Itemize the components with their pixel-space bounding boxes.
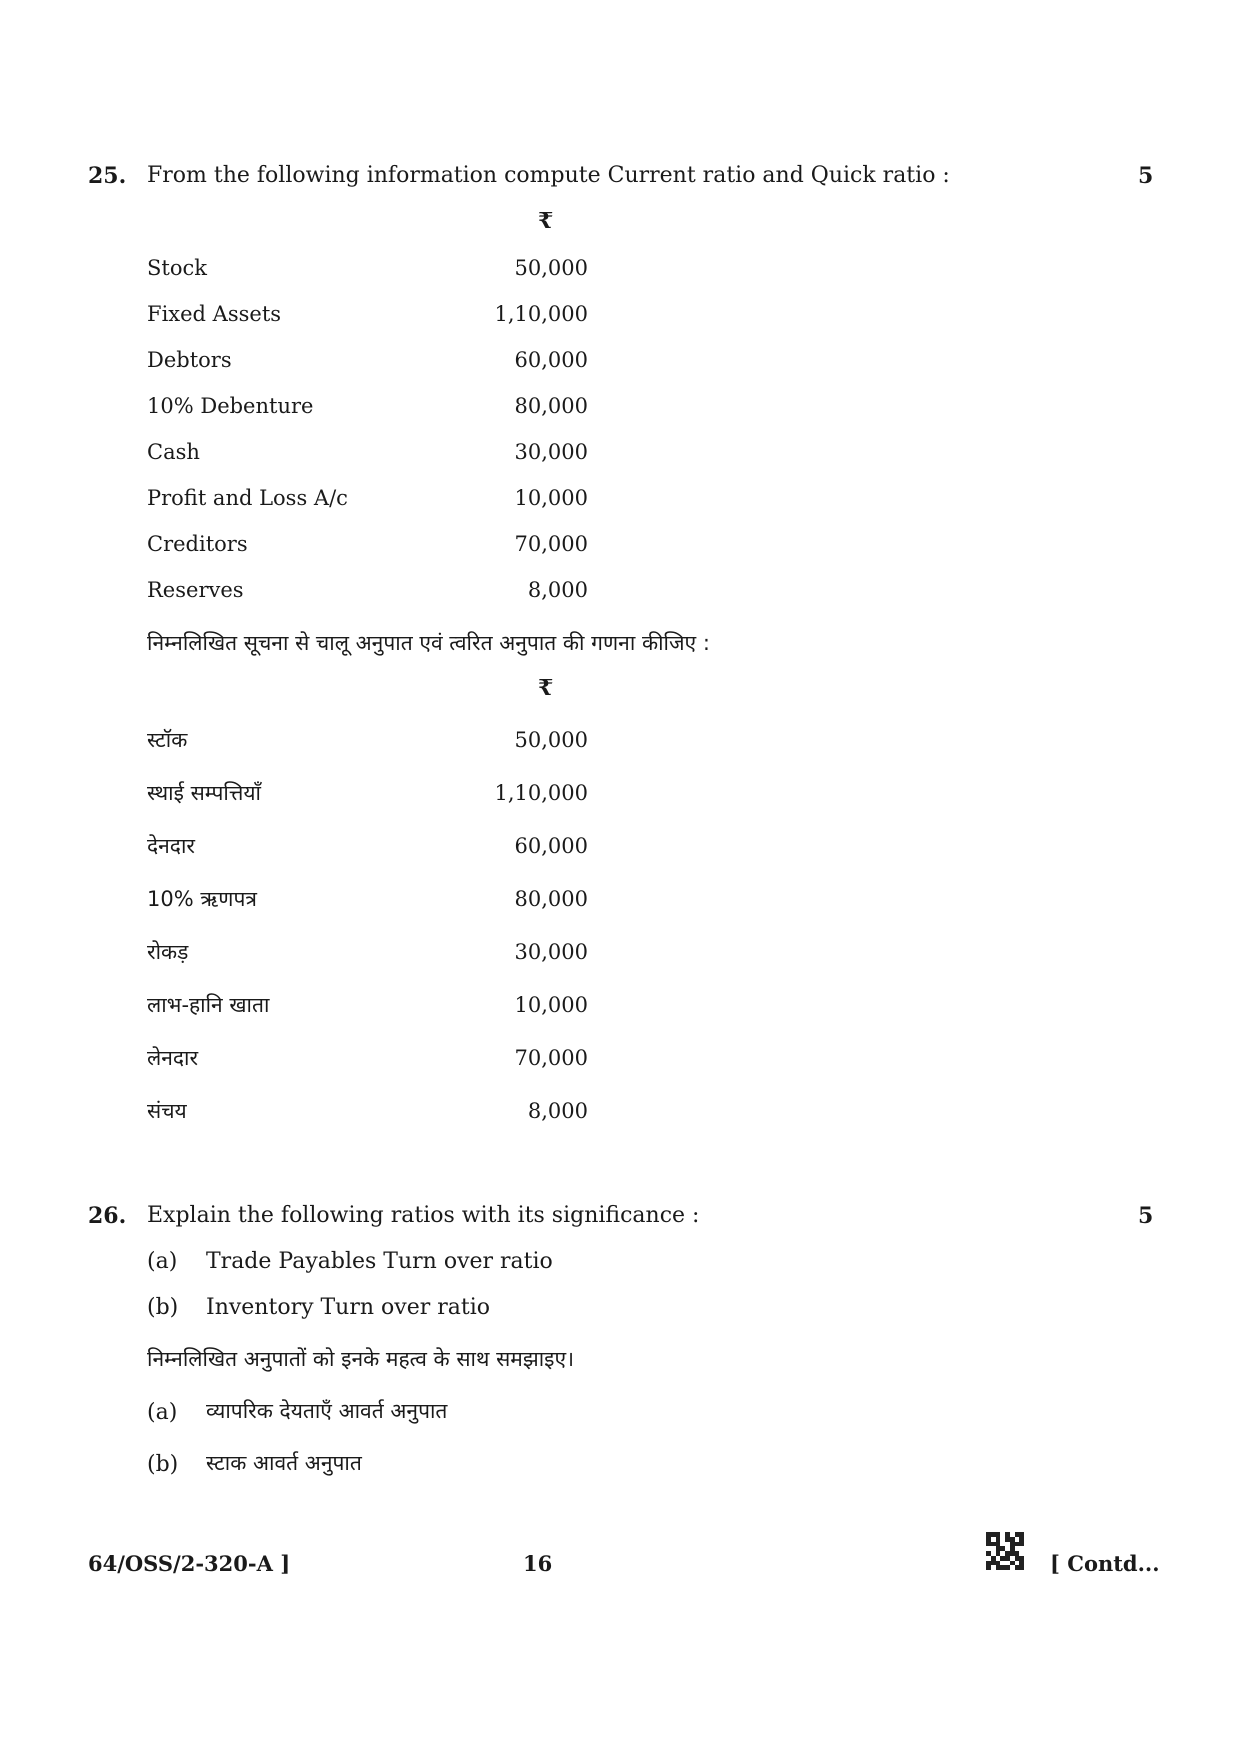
q26-part-a-tag-hi: (a)	[147, 1400, 178, 1425]
item-value: 60,000	[514, 834, 588, 858]
item-label: रोकड़	[147, 940, 189, 964]
contd-label: [ Contd...	[1050, 1551, 1160, 1576]
q26-part-b-text: Inventory Turn over ratio	[206, 1295, 490, 1320]
item-value: 1,10,000	[494, 781, 588, 805]
item-label: 10% Debenture	[147, 394, 314, 418]
item-value: 30,000	[514, 440, 588, 464]
item-label: स्टॉक	[147, 728, 188, 752]
q25-currency-en: ₹	[538, 208, 554, 234]
q25-currency-hi: ₹	[538, 675, 554, 701]
item-value: 30,000	[514, 940, 588, 964]
item-value: 80,000	[514, 394, 588, 418]
item-value: 50,000	[514, 728, 588, 752]
page-number: 16	[523, 1551, 553, 1576]
q25-question-en: From the following information compute Current ratio and Quick ratio :	[147, 163, 950, 188]
item-label: Profit and Loss A/c	[147, 486, 348, 510]
q26-number: 26.	[88, 1203, 127, 1229]
q26-question-en: Explain the following ratios with its significance :	[147, 1203, 700, 1228]
q26-part-a-text-hi: व्यापरिक देयताएँ आवर्त अनुपात	[206, 1399, 448, 1423]
item-value: 8,000	[527, 578, 588, 602]
q26-part-b-tag-hi: (b)	[147, 1452, 179, 1477]
item-value: 1,10,000	[494, 302, 588, 326]
q25-number: 25.	[88, 163, 127, 189]
q25-question-hi: निम्नलिखित सूचना से चालू अनुपात एवं त्वरित अनुपात की गणना कीजिए :	[147, 631, 710, 655]
item-label: Fixed Assets	[147, 302, 282, 326]
qr-code-icon	[986, 1532, 1024, 1570]
item-value: 50,000	[514, 256, 588, 280]
item-value: 80,000	[514, 887, 588, 911]
q25-marks: 5	[1138, 163, 1154, 189]
item-label: 10% ऋणपत्र	[147, 887, 257, 911]
item-label: Stock	[147, 256, 207, 280]
q26-part-a-text: Trade Payables Turn over ratio	[206, 1249, 553, 1274]
item-value: 10,000	[514, 993, 588, 1017]
q26-part-a-tag: (a)	[147, 1249, 178, 1274]
item-label: Reserves	[147, 578, 244, 602]
item-value: 70,000	[514, 532, 588, 556]
item-label: Creditors	[147, 532, 248, 556]
item-label: Debtors	[147, 348, 232, 372]
item-label: संचय	[147, 1099, 187, 1123]
item-value: 60,000	[514, 348, 588, 372]
q26-part-b-tag: (b)	[147, 1295, 179, 1320]
paper-code: 64/OSS/2-320-A ]	[88, 1551, 291, 1576]
item-value: 70,000	[514, 1046, 588, 1070]
q26-part-b-text-hi: स्टाक आवर्त अनुपात	[206, 1451, 362, 1475]
item-label: Cash	[147, 440, 200, 464]
item-value: 8,000	[527, 1099, 588, 1123]
item-value: 10,000	[514, 486, 588, 510]
item-label: स्थाई सम्पत्तियाँ	[147, 781, 261, 805]
q26-marks: 5	[1138, 1203, 1154, 1229]
item-label: लाभ-हानि खाता	[147, 993, 270, 1017]
item-label: देनदार	[147, 834, 195, 858]
q26-question-hi: निम्नलिखित अनुपातों को इनके महत्व के साथ समझाइए।	[147, 1347, 575, 1371]
item-label: लेनदार	[147, 1046, 199, 1070]
